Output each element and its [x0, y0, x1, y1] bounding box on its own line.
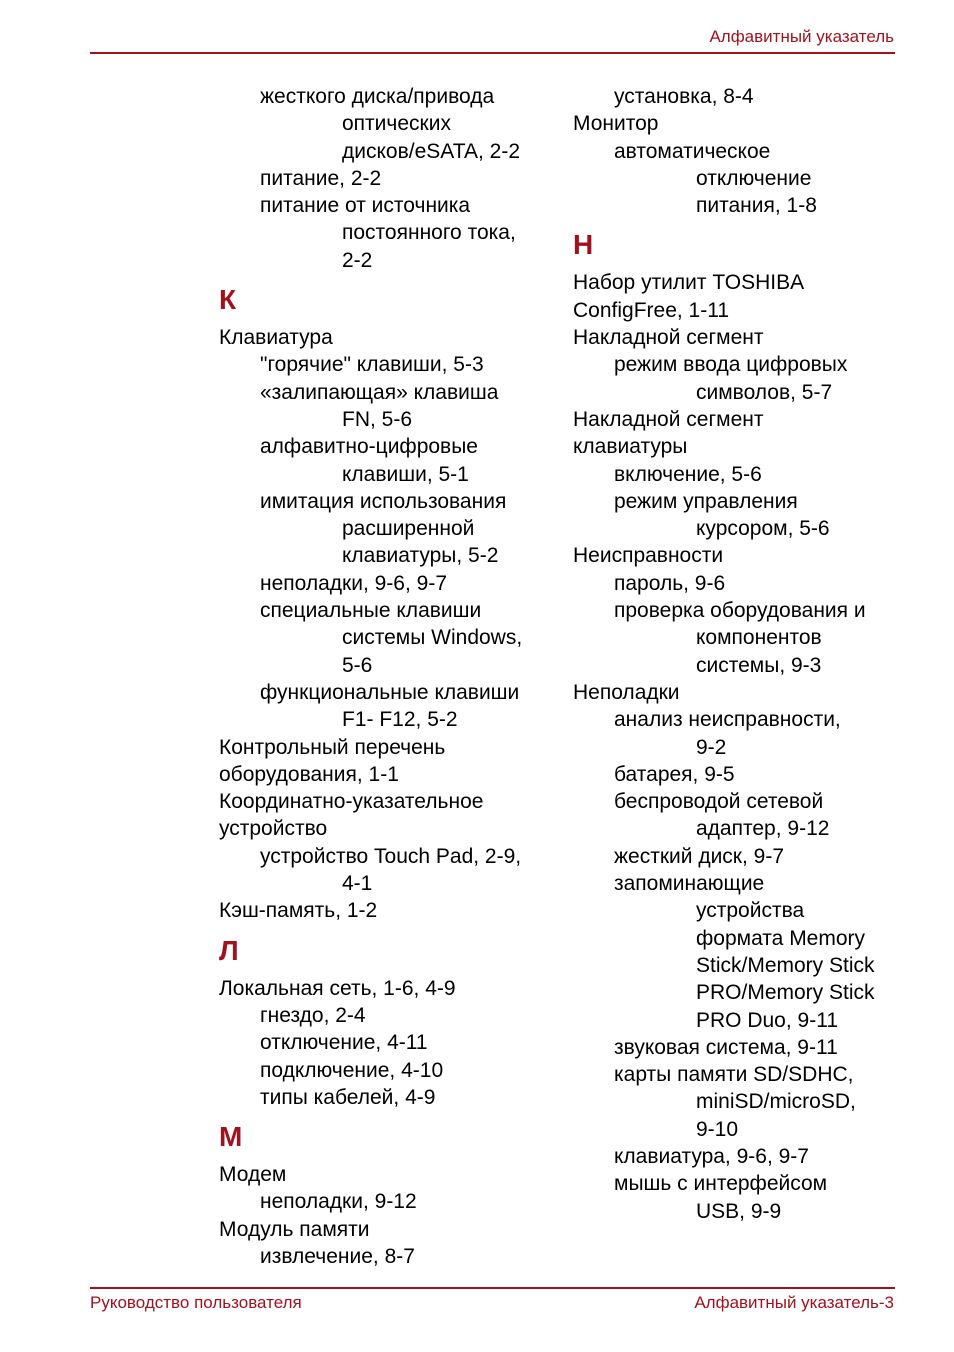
index-entry: системы, 9-3 — [696, 653, 822, 677]
index-entry: включение, 5-6 — [614, 462, 762, 486]
index-entry: запоминающие — [614, 872, 765, 896]
index-entry: анализ неисправности, — [614, 708, 841, 732]
index-entry: подключение, 4-10 — [260, 1058, 444, 1082]
index-entry: жесткого диска/привода — [260, 85, 495, 108]
index-entry: 4-1 — [342, 872, 373, 896]
index-entry: постоянного тока, — [342, 221, 516, 245]
index-entry: "горячие" клавиши, 5-3 — [260, 353, 484, 377]
index-entry: беспроводой сетевой — [614, 790, 824, 814]
index-entry: типы кабелей, 4-9 — [260, 1085, 436, 1109]
footer-page-number: Алфавитный указатель-3 — [694, 1293, 894, 1312]
index-entry: устройство — [219, 817, 328, 841]
index-entry: питание от источника — [260, 194, 471, 218]
index-entry: адаптер, 9-12 — [696, 817, 830, 841]
index-entry: автоматическое — [614, 139, 771, 163]
index-entry: дисков/eSATA, 2-2 — [342, 139, 521, 163]
index-entry: Локальная сеть, 1-6, 4-9 — [219, 976, 456, 1000]
index-entry: miniSD/microSD, — [696, 1090, 856, 1114]
index-entry: PRO/Memory Stick — [696, 981, 875, 1005]
index-entry: гнездо, 2-4 — [260, 1003, 366, 1027]
index-entry: Контрольный перечень — [219, 735, 446, 759]
index-entry: 5-6 — [342, 653, 373, 677]
index-entry: клавиатура, 9-6, 9-7 — [614, 1144, 809, 1168]
index-entry: установка, 8-4 — [614, 85, 754, 108]
index-entry: компонентов — [696, 626, 822, 650]
index-entry: мышь с интерфейсом — [614, 1172, 828, 1196]
section-letter: Н — [573, 229, 594, 261]
index-entry: пароль, 9-6 — [614, 571, 726, 595]
index-entry: звуковая система, 9-11 — [614, 1035, 838, 1059]
index-entry: Монитор — [573, 112, 659, 136]
index-entry: системы Windows, — [342, 626, 523, 650]
index-entry: Кэш-память, 1-2 — [219, 899, 378, 923]
index-entry: неполадки, 9-6, 9-7 — [260, 571, 448, 595]
index-entry: FN, 5-6 — [342, 407, 413, 431]
index-entry: специальные клавиши — [260, 599, 482, 623]
index-entry: Неполадки — [573, 680, 680, 704]
index-entry: расширенной — [342, 517, 475, 541]
index-entry: Модем — [219, 1163, 287, 1187]
index-column-right — [573, 83, 913, 1225]
section-letter: Л — [219, 934, 239, 966]
index-entry: курсором, 5-6 — [696, 517, 830, 541]
index-entry: отключение — [696, 166, 812, 190]
index-entry: проверка оборудования и — [614, 599, 866, 623]
index-entry: оптических — [342, 112, 451, 136]
footer-manual-title: Руководство пользователя — [90, 1293, 302, 1312]
header-rule — [90, 52, 895, 54]
section-letter: К — [219, 284, 237, 316]
index-entry: клавиатуры, 5-2 — [342, 544, 499, 568]
index-entry: «залипающая» клавиша — [260, 380, 499, 404]
index-entry: жесткий диск, 9-7 — [614, 844, 785, 868]
index-entry: Модуль памяти — [219, 1217, 370, 1241]
section-letter: М — [219, 1121, 243, 1153]
index-entry: алфавитно-цифровые — [260, 435, 478, 459]
index-entry: карты памяти SD/SDHC, — [614, 1063, 854, 1087]
index-entry: режим управления — [614, 489, 798, 513]
index-entry: Накладной сегмент — [573, 326, 764, 350]
index-entry: извлечение, 8-7 — [260, 1244, 415, 1268]
index-entry: питания, 1-8 — [696, 194, 817, 218]
index-entry: Неисправности — [573, 544, 724, 568]
index-entry: отключение, 4-11 — [260, 1031, 428, 1055]
footer-rule — [90, 1287, 895, 1289]
index-entry: 2-2 — [342, 248, 373, 272]
index-entry: Координатно-указательное — [219, 790, 484, 814]
index-entry: батарея, 9-5 — [614, 762, 735, 786]
index-entry: 9-2 — [696, 735, 727, 759]
index-entry: USB, 9-9 — [696, 1199, 782, 1223]
index-entry: Stick/Memory Stick — [696, 953, 875, 977]
index-entry: F1- F12, 5-2 — [342, 708, 458, 732]
index-entry: питание, 2-2 — [260, 166, 382, 190]
index-entry: Клавиатура — [219, 326, 333, 350]
index-entry: символов, 5-7 — [696, 380, 833, 404]
index-entry: формата Memory — [696, 926, 866, 950]
index-entry: клавиатуры — [573, 435, 688, 459]
index-entry: PRO Duo, 9-11 — [696, 1008, 839, 1032]
index-entry: имитация использования — [260, 489, 507, 513]
index-entry: Набор утилит TOSHIBA — [573, 271, 805, 295]
index-entry: оборудования, 1-1 — [219, 762, 399, 786]
index-entry: 9-10 — [696, 1117, 739, 1141]
index-entry: устройство Touch Pad, 2-9, — [260, 844, 522, 868]
index-entry: Накладной сегмент — [573, 407, 764, 431]
index-entry: режим ввода цифровых — [614, 353, 848, 377]
index-entry: клавиши, 5-1 — [342, 462, 469, 486]
index-entry: ConfigFree, 1-11 — [573, 298, 730, 322]
index-entry: устройства — [696, 899, 805, 923]
index-entry: неполадки, 9-12 — [260, 1190, 417, 1214]
index-entry: функциональные клавиши — [260, 680, 520, 704]
index-column-left — [219, 83, 559, 1270]
header-title: Алфавитный указатель — [709, 27, 894, 46]
